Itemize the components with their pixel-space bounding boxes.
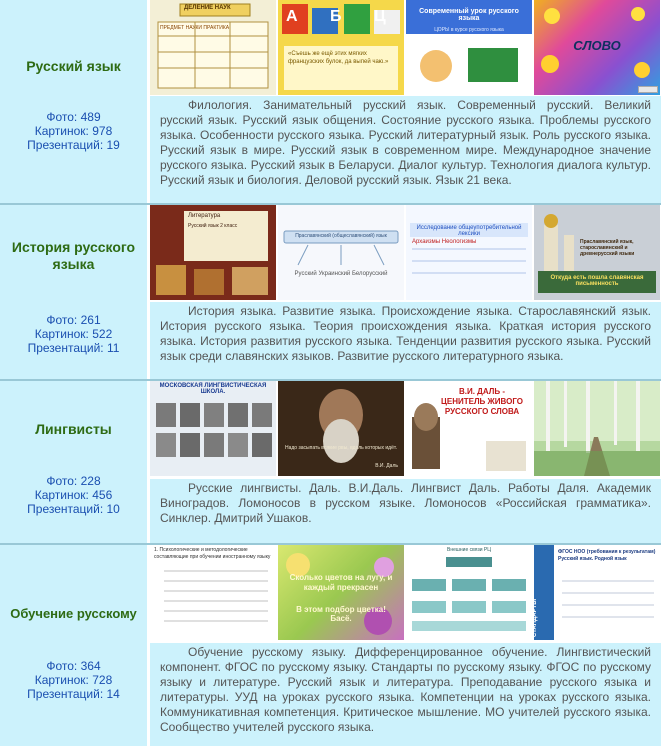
photo-count: Фото: 489: [46, 110, 101, 124]
description-text: Обучение русскому языку. Дифференцированное обучение. Лингвистический компонент. ФГОС по русскому языку. Стандарты по русскому языку. ФГОС по русскому языку и литературе. Русский язык и литература. Преподавание русского языка и литературы. УУД на уроках русского языка. Компетенции на уроках русского языка. Коммуникативная компетенция. Критическое мышление. МО учителей русского языка. Сообщество учителей русского языка.: [160, 645, 651, 734]
picture-count: Картинок: 522: [34, 327, 113, 341]
slide-thumbnail[interactable]: [534, 205, 660, 300]
thumbnail-caption: ДЕЛЕНИЕ НАУК: [184, 5, 231, 11]
slide-thumbnail[interactable]: [406, 381, 532, 476]
category-description: [150, 302, 661, 379]
thumbnail-caption: МОСКОВСКАЯ ЛИНГВИСТИЧЕСКАЯ ШКОЛА.: [159, 383, 267, 395]
thumbnail-caption: В.И. ДАЛЬ - ЦЕНИТЕЛЬ ЖИВОГО РУССКОГО СЛОВА: [441, 387, 523, 416]
category-section-teaching: [0, 545, 661, 746]
slide-thumbnail[interactable]: [150, 545, 276, 640]
thumbnail-subcaption: Русский Украинский Белорусский: [294, 271, 388, 277]
thumbnail-subcaption: «Съешь же ещё этих мягких французских булок, да выпей чаю.»: [288, 51, 389, 65]
slide-thumbnail[interactable]: [406, 545, 532, 640]
slide-thumbnail[interactable]: [278, 381, 404, 476]
slide-thumbnail[interactable]: [534, 545, 660, 640]
thumbnail-caption: В.И. Даль: [375, 463, 398, 469]
thumbnail-subcaption: Архаизмы Неологизмы: [412, 239, 477, 245]
presentation-count: Презентаций: 11: [27, 341, 120, 355]
thumbnail-caption: А Б Ц: [286, 8, 400, 25]
slide-thumbnail[interactable]: [150, 381, 276, 476]
category-sidebar: [0, 205, 147, 379]
photo-count: Фото: 364: [46, 659, 101, 673]
category-stats: [0, 659, 147, 701]
picture-count: Картинок: 456: [34, 488, 113, 502]
description-text: История языка. Развитие языка. Происхождение языка. Старославянский язык. История русского языка. Теория происхождения языка. Краткая история русского языка. История развития русского языка. Тенденции развития русского языка. Русский язык среди славянских языков. Развитие русского литературного языка.: [160, 304, 651, 363]
presentation-count: Презентаций: 14: [27, 687, 120, 701]
thumbnail-caption: СЛОВО: [573, 38, 621, 53]
thumbnail-subcaption: СТАНДАРТЫ: [532, 598, 539, 638]
category-sidebar: [0, 0, 147, 203]
thumbnail-caption: 1. Психологические и методологические составляющие при обучении иностранному языку: [154, 547, 271, 560]
slide-thumbnail[interactable]: [278, 0, 404, 95]
description-text: Русские лингвисты. Даль. В.И.Даль. Лингвист Даль. Работы Даля. Академик Виноградов. Ломоносов в русском языке. Ломоносов «Российская грамматика». Синклер. Дмитрий Ушаков.: [160, 481, 651, 525]
thumbnail-caption: Исследование общеупотребительной лексики: [416, 225, 522, 237]
slide-thumbnail[interactable]: [406, 0, 532, 95]
presentation-count: Презентаций: 10: [27, 502, 120, 516]
category-section-history: [0, 205, 661, 379]
category-description: [150, 479, 661, 543]
thumbnail-caption: Праславянский язык, старославянский и древнерусский языки: [580, 239, 635, 257]
slide-thumbnail[interactable]: [534, 0, 660, 95]
thumbnail-caption: Сколько цветов на лугу, и каждый прекрасен: [289, 573, 393, 592]
picture-count: Картинок: 728: [34, 673, 113, 687]
category-description: [150, 96, 661, 203]
thumbnail-caption: Внешние связи РЦ: [447, 547, 491, 553]
photo-count: Фото: 228: [46, 474, 101, 488]
thumbnail-subcaption: Надо засыпать всякие рвы, вдоль которых идёт.: [285, 445, 397, 451]
slide-thumbnail[interactable]: [278, 545, 404, 640]
category-description: [150, 643, 661, 746]
slide-thumbnail[interactable]: [150, 0, 276, 95]
thumbnail-caption: ФГОС НОО (требования к результатам) Русский язык. Родной язык: [558, 549, 656, 562]
category-title[interactable]: Обучение русскому: [10, 606, 137, 621]
thumbnail-caption: Современный урок русского языка: [419, 8, 519, 22]
picture-count: Картинок: 978: [34, 124, 113, 138]
category-title[interactable]: Лингвисты: [35, 421, 112, 437]
thumbnail-caption: Литература: [188, 213, 221, 219]
category-title[interactable]: История русского языка: [11, 239, 136, 272]
category-sidebar: [0, 381, 147, 543]
category-stats: [0, 110, 147, 152]
category-section-russian: [0, 0, 661, 203]
thumbnail-subcaption: ЦОРЫ в курсе русского языка: [434, 27, 504, 33]
slide-thumbnail[interactable]: [406, 205, 532, 300]
thumbnail-subcaption: Откуда есть пошла славянская письменность: [550, 275, 644, 287]
thumbnail-subcaption: Русский язык 2 класс: [188, 223, 238, 229]
category-title[interactable]: Русский язык: [26, 58, 121, 74]
thumbnail-subcaption: В этом подбор цветка! Басё.: [296, 605, 386, 623]
thumbnail-badge: [638, 86, 658, 93]
description-text: Филология. Занимательный русский язык. Современный русский. Великий русский язык. Русский язык общения. Состояние русского языка. Проблемы русского языка. Особенности русского языка. Русский литературный язык. Роль русского языка. Русский язык в мире. Русский язык в современном мире. Международное значение русского языка. Русский язык в Беларуси. Диалог культур. Технология диалога культур. Русский язык и биология. Деловой русский язык. Язык 21 века.: [160, 98, 651, 187]
photo-count: Фото: 261: [46, 313, 101, 327]
category-sidebar: [0, 545, 147, 746]
slide-thumbnail[interactable]: [278, 205, 404, 300]
slide-thumbnail[interactable]: [534, 381, 660, 476]
presentation-count: Презентаций: 19: [27, 138, 120, 152]
category-section-linguists: [0, 381, 661, 543]
category-stats: [0, 313, 147, 355]
slide-thumbnail[interactable]: [150, 205, 276, 300]
thumbnail-subcaption: ПРЕДМЕТ НАУКИ ПРАКТИКА: [160, 25, 230, 31]
category-stats: [0, 474, 147, 516]
thumbnail-caption: Праславянский (общеславянский) язык: [295, 233, 387, 239]
